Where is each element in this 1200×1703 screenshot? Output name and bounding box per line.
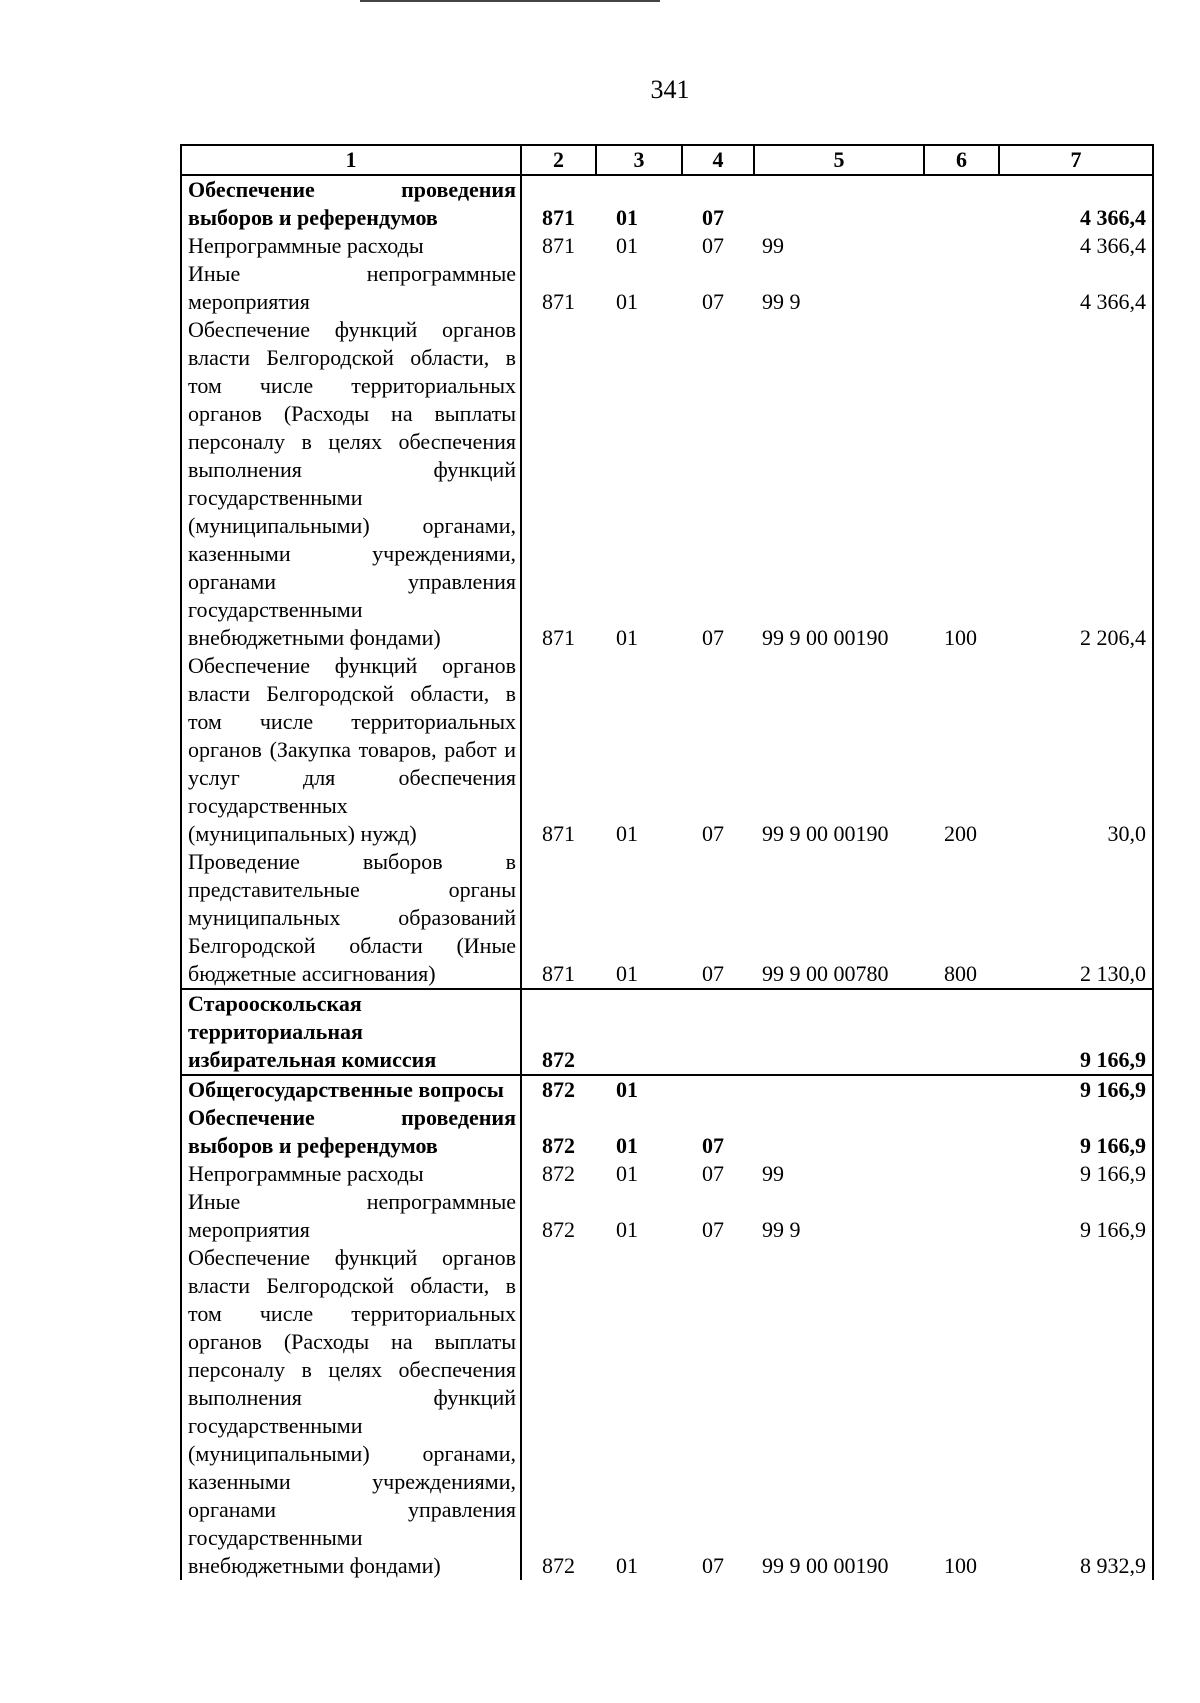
row-admin-code: 871: [542, 289, 575, 314]
row-section-code: 01: [616, 233, 638, 258]
row-target-code: 99 9 00 00190: [762, 1553, 889, 1578]
table-row: [181, 848, 1153, 989]
row-target-code: [754, 989, 924, 1075]
row-target-code: [754, 175, 924, 232]
row-admin-code: 872: [542, 1553, 575, 1578]
row-section-code: 01: [616, 205, 638, 230]
row-amount: 2 206,4: [999, 316, 1153, 652]
header-col-4: 4: [682, 145, 754, 175]
row-section-code: 01: [616, 821, 638, 846]
row-expense-type: [924, 1160, 999, 1188]
row-subsection-code: 07: [702, 821, 724, 846]
row-subsection-code: [682, 1075, 754, 1104]
row-expense-type: [924, 1188, 999, 1244]
row-name: Непрограммные расходы: [181, 232, 521, 260]
row-amount: 9 166,9: [999, 1160, 1153, 1188]
table-row: [181, 232, 1153, 260]
row-admin-code: 872: [521, 989, 596, 1075]
row-expense-type: [924, 1075, 999, 1104]
row-section-code: 01: [616, 1161, 638, 1186]
row-section-code: 01: [616, 1217, 638, 1242]
page-number: 341: [650, 75, 690, 104]
row-section-code: 01: [596, 848, 682, 989]
row-subsection-code: 07: [702, 1133, 724, 1158]
row-admin-code: 871: [521, 848, 596, 989]
row-expense-type: [924, 260, 999, 316]
row-expense-type: [924, 989, 999, 1075]
row-name: Иные непрограммные мероприятия: [181, 260, 521, 316]
row-subsection-code: 07: [702, 1553, 724, 1578]
table-row: [181, 175, 1153, 232]
row-admin-code: 871: [542, 233, 575, 258]
row-section-code: 01: [616, 1553, 638, 1578]
row-subsection-code: 07: [702, 1161, 724, 1186]
row-expense-type: 800: [924, 848, 999, 989]
row-section-code: 01: [616, 625, 638, 650]
row-target-code: [754, 1075, 924, 1104]
row-amount: 9 166,9: [999, 1188, 1153, 1244]
row-subsection-code: 07: [702, 205, 724, 230]
row-name: Обеспечение проведения выборов и референдумов: [181, 175, 521, 232]
header-row: [181, 145, 1153, 175]
row-amount: 2 130,0: [999, 848, 1153, 989]
budget-table: [180, 144, 1154, 1580]
row-admin-code: 872: [542, 1161, 575, 1186]
table-row: [181, 1075, 1153, 1104]
row-target-code: [754, 1104, 924, 1160]
row-name: Иные непрограммные мероприятия: [181, 1188, 521, 1244]
budget-table-container: [180, 144, 1152, 1580]
row-expense-type: [924, 232, 999, 260]
row-name: Старооскольская территориальная избирательная комиссия: [181, 989, 521, 1075]
row-admin-code: 871: [542, 821, 575, 846]
scan-artifact-line: [360, 0, 660, 2]
row-amount: 4 366,4: [999, 260, 1153, 316]
table-body: [181, 175, 1153, 1580]
row-target-code: 99: [762, 233, 784, 258]
row-admin-code: 872: [542, 1133, 575, 1158]
row-section-code: 01: [616, 1133, 638, 1158]
row-expense-type: 100: [944, 625, 977, 650]
row-expense-type: [924, 175, 999, 232]
row-subsection-code: [682, 989, 754, 1075]
header-col-6: 6: [924, 145, 999, 175]
row-target-code: 99 9 00 00190: [762, 625, 889, 650]
row-admin-code: 872: [542, 1077, 575, 1102]
table-row: [181, 652, 1153, 848]
row-amount: 9 166,9: [999, 1075, 1153, 1104]
header-col-5: 5: [754, 145, 924, 175]
row-admin-code: 871: [542, 205, 575, 230]
table-row: [181, 1104, 1153, 1160]
header-col-1: 1: [181, 145, 521, 175]
row-subsection-code: 07: [702, 1217, 724, 1242]
row-amount: 4 366,4: [999, 232, 1153, 260]
row-target-code: 99 9: [762, 289, 801, 314]
table-row: [181, 316, 1153, 652]
header-col-7: 7: [999, 145, 1153, 175]
row-subsection-code: 07: [702, 625, 724, 650]
row-admin-code: 872: [542, 1217, 575, 1242]
row-amount: 9 166,9: [999, 989, 1153, 1075]
row-name: Обеспечение функций органов власти Белгородской области, в том числе территориальных органов (Закупка товаров, работ и услуг для обеспечения государственных (муниципальных) нужд): [181, 652, 521, 848]
row-name: Обеспечение функций органов власти Белгородской области, в том числе территориальных органов (Расходы на выплаты персоналу в целях обеспечения выполнения функций государственными (муниципальными) органами, казенными учреждениями, органами управления государственными внебюджетными фондами): [181, 316, 521, 652]
table-header: [181, 145, 1153, 175]
row-amount: 9 166,9: [999, 1104, 1153, 1160]
row-subsection-code: 07: [702, 233, 724, 258]
row-name: Обеспечение проведения выборов и референдумов: [181, 1104, 521, 1160]
row-name: Обеспечение функций органов власти Белгородской области, в том числе территориальных органов (Расходы на выплаты персоналу в целях обеспечения выполнения функций государственными (муниципальными) органами, казенными учреждениями, органами управления государственными внебюджетными фондами): [181, 1244, 521, 1580]
row-expense-type: [924, 1104, 999, 1160]
row-section-code: 01: [616, 1077, 638, 1102]
row-name: Непрограммные расходы: [181, 1160, 521, 1188]
row-expense-type: 200: [944, 821, 977, 846]
row-amount: 8 932,9: [999, 1244, 1153, 1580]
row-name: Общегосударственные вопросы: [181, 1075, 521, 1104]
table-row: [181, 1244, 1153, 1580]
table-row: [181, 1188, 1153, 1244]
row-target-code: 99 9: [762, 1217, 801, 1242]
row-target-code: 99 9 00 00190: [762, 821, 889, 846]
row-amount: 4 366,4: [999, 175, 1153, 232]
table-row: [181, 1160, 1153, 1188]
row-section-code: 01: [616, 289, 638, 314]
row-expense-type: 100: [944, 1553, 977, 1578]
row-section-code: [596, 989, 682, 1075]
table-row: [181, 260, 1153, 316]
row-amount: 30,0: [999, 652, 1153, 848]
header-col-3: 3: [596, 145, 682, 175]
row-admin-code: 871: [542, 625, 575, 650]
row-subsection-code: 07: [702, 289, 724, 314]
row-target-code: 99 9 00 00780: [754, 848, 924, 989]
row-name: Проведение выборов в представительные органы муниципальных образований Белгородской области (Иные бюджетные ассигнования): [181, 848, 521, 989]
row-subsection-code: 07: [682, 848, 754, 989]
table-row: [181, 989, 1153, 1075]
row-target-code: 99: [762, 1161, 784, 1186]
header-col-2: 2: [521, 145, 596, 175]
